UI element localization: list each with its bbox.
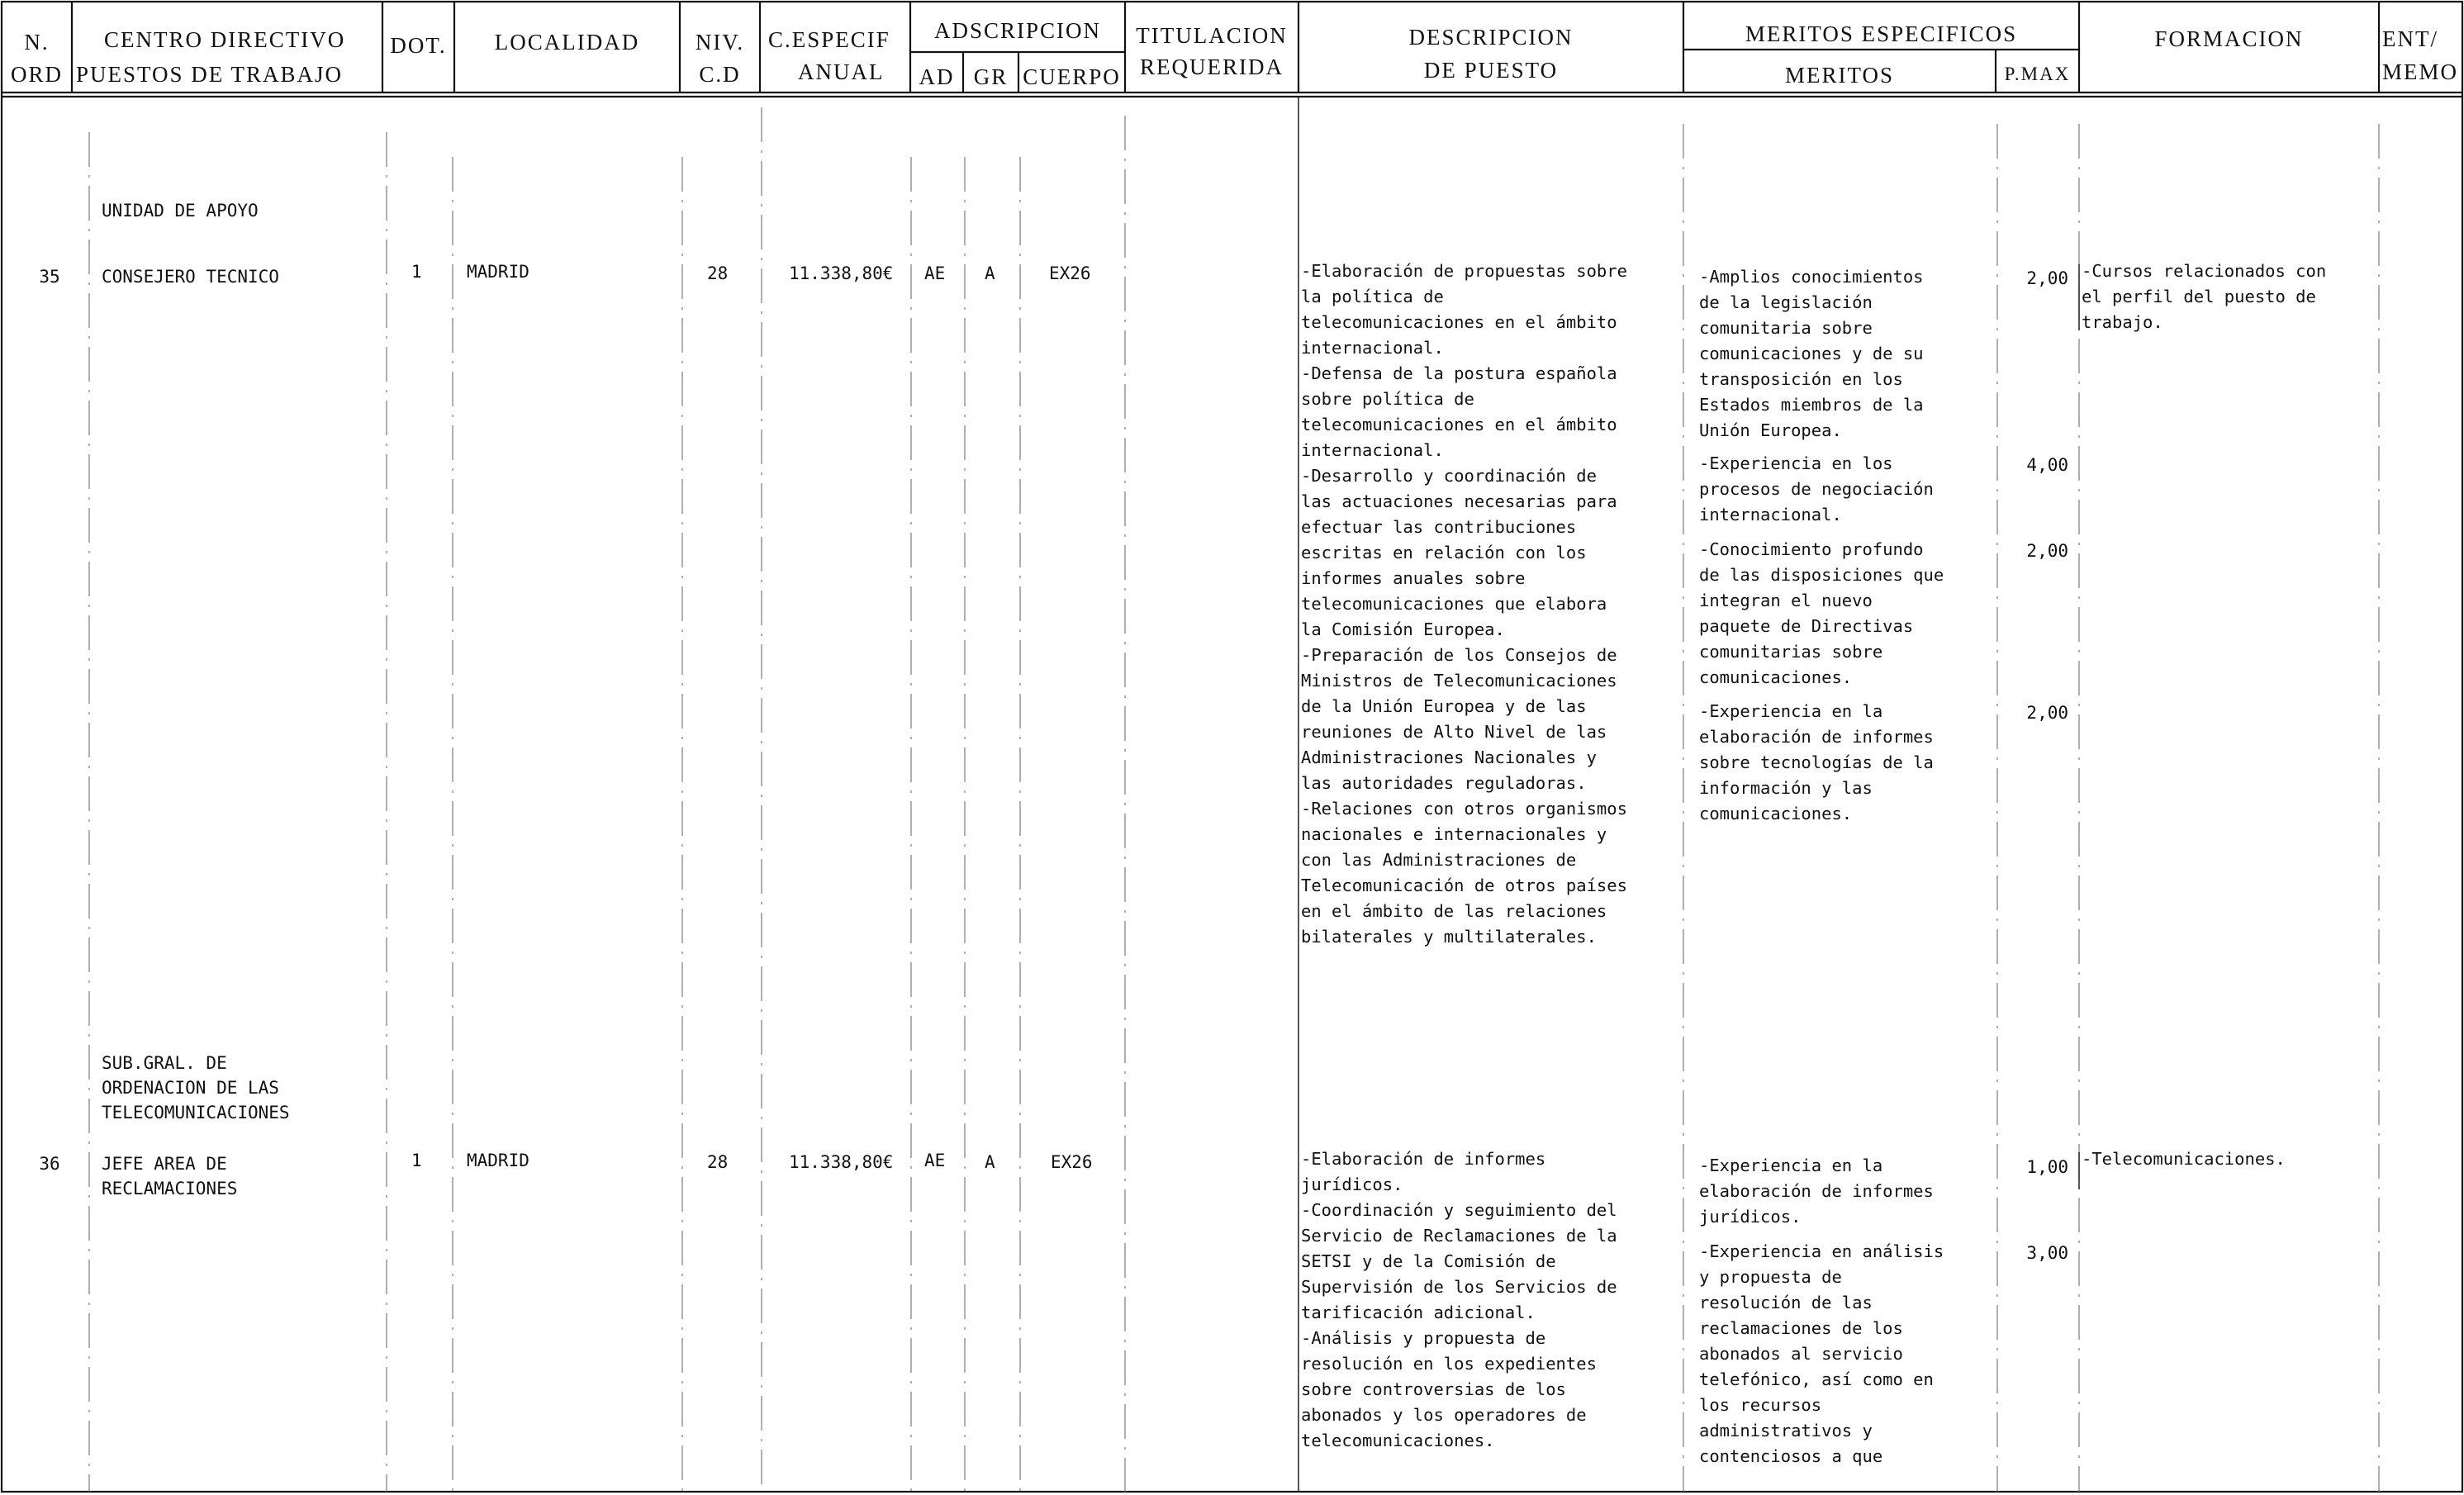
merito-line: de las disposiciones que <box>1699 565 1944 585</box>
descripcion-line: de la Unión Europea y de las <box>1301 696 1587 716</box>
descripcion-line: Administraciones Nacionales y <box>1301 748 1597 767</box>
descripcion-line: internacional. <box>1301 338 1444 358</box>
header-memo: MEMO <box>2382 59 2459 84</box>
descripcion-line: en el ámbito de las relaciones <box>1301 901 1607 921</box>
row-localidad: MADRID <box>467 262 529 282</box>
section-label-line: ORDENACION DE LAS <box>102 1078 279 1098</box>
row-dot: 1 <box>411 262 422 282</box>
descripcion-line: telecomunicaciones que elabora <box>1301 594 1607 614</box>
merito-line: elaboración de informes <box>1699 1181 1934 1201</box>
row-c-especifico: 11.338,80€ <box>789 263 894 283</box>
row-puesto: RECLAMACIONES <box>102 1179 238 1198</box>
row-nivel: 28 <box>707 1152 729 1172</box>
descripcion-line: telecomunicaciones. <box>1301 1431 1495 1450</box>
row-dot: 1 <box>411 1151 422 1170</box>
merito-line: internacional. <box>1699 505 1842 524</box>
row-gr: A <box>985 263 995 283</box>
descripcion-line: reuniones de Alto Nivel de las <box>1301 722 1607 742</box>
descripcion-line: -Relaciones con otros organismos <box>1301 799 1627 819</box>
merito-line: contenciosos a que <box>1699 1446 1883 1466</box>
header-titulacion: TITULACION <box>1136 23 1288 48</box>
header-meritos-especificos: MERITOS ESPECIFICOS <box>1745 21 2018 46</box>
descripcion-line: nacionales e internacionales y <box>1301 824 1607 844</box>
merito-line: comunicaciones. <box>1699 667 1853 687</box>
merito-line: comunicaciones. <box>1699 804 1853 823</box>
row-n-ord: 35 <box>39 267 60 287</box>
descripcion-line: la política de <box>1301 287 1444 306</box>
formacion-line: -Cursos relacionados con <box>2082 261 2327 281</box>
merito-line: transposición en los <box>1699 369 1903 389</box>
row-cuerpo: EX26 <box>1051 1152 1093 1172</box>
descripcion-line: con las Administraciones de <box>1301 850 1577 870</box>
header-ent: ENT/ <box>2382 26 2438 51</box>
merito-line: los recursos <box>1699 1395 1822 1415</box>
formacion-line: -Telecomunicaciones. <box>2082 1149 2286 1169</box>
descripcion-line: tarificación adicional. <box>1301 1303 1536 1322</box>
section-label-line: TELECOMUNICACIONES <box>102 1103 290 1122</box>
header-n-ord-2: ORD <box>10 62 63 87</box>
header-anual: ANUAL <box>798 59 885 84</box>
descripcion-line: -Coordinación y seguimiento del <box>1301 1200 1617 1220</box>
merito-pmax: 2,00 <box>2026 268 2068 288</box>
row-ad: AE <box>924 263 946 283</box>
merito-line: elaboración de informes <box>1699 727 1934 747</box>
descripcion-line: escritas en relación con los <box>1301 543 1587 562</box>
merito-line: -Experiencia en la <box>1699 1156 1883 1175</box>
row-cuerpo: EX26 <box>1049 263 1091 283</box>
merito-line: reclamaciones de los <box>1699 1318 1903 1338</box>
section-label-line: SUB.GRAL. DE <box>102 1053 227 1073</box>
merito-line: abonados al servicio <box>1699 1344 1903 1364</box>
row-nivel: 28 <box>707 263 729 283</box>
merito-pmax: 4,00 <box>2026 455 2068 475</box>
merito-line: comunitarias sobre <box>1699 642 1883 662</box>
merito-line: -Experiencia en la <box>1699 701 1883 721</box>
descripcion-line: informes anuales sobre <box>1301 568 1526 588</box>
merito-line: -Conocimiento profundo <box>1699 539 1924 559</box>
header-n-ord: N. <box>24 30 50 55</box>
row-ad: AE <box>924 1151 946 1170</box>
descripcion-line: resolución en los expedientes <box>1301 1354 1597 1374</box>
descripcion-line: -Defensa de la postura española <box>1301 363 1617 383</box>
merito-line: paquete de Directivas <box>1699 616 1914 636</box>
header-cuerpo: CUERPO <box>1023 64 1121 89</box>
merito-line: Estados miembros de la <box>1699 395 1924 415</box>
row-c-especifico: 11.338,80€ <box>789 1152 894 1172</box>
row-puesto: JEFE AREA DE <box>102 1154 227 1174</box>
descripcion-line: -Desarrollo y coordinación de <box>1301 466 1597 486</box>
merito-line: integran el nuevo <box>1699 591 1873 610</box>
descripcion-line: la Comisión Europea. <box>1301 619 1505 639</box>
merito-line: -Amplios conocimientos <box>1699 267 1924 287</box>
merito-line: de la legislación <box>1699 292 1873 312</box>
descripcion-line: bilaterales y multilaterales. <box>1301 927 1597 947</box>
merito-line: administrativos y <box>1699 1421 1873 1440</box>
descripcion-line: Ministros de Telecomunicaciones <box>1301 671 1617 691</box>
header-adscripcion: ADSCRIPCION <box>933 18 1102 43</box>
merito-line: jurídicos. <box>1699 1207 1802 1227</box>
descripcion-line: telecomunicaciones en el ámbito <box>1301 312 1617 332</box>
merito-pmax: 3,00 <box>2026 1243 2068 1263</box>
header-gr: GR <box>973 64 1009 89</box>
descripcion-line: efectuar las contribuciones <box>1301 517 1577 537</box>
header-dot: DOT. <box>390 33 447 58</box>
merito-line: procesos de negociación <box>1699 479 1934 499</box>
header-c-especif: C.ESPECIF <box>768 27 890 52</box>
descripcion-line: las autoridades reguladoras. <box>1301 773 1587 793</box>
descripcion-line: Servicio de Reclamaciones de la <box>1301 1226 1617 1246</box>
header-formacion: FORMACION <box>2154 26 2304 51</box>
merito-line: y propuesta de <box>1699 1267 1842 1287</box>
header-niv: NIV. <box>695 30 745 55</box>
descripcion-line: telecomunicaciones en el ámbito <box>1301 415 1617 434</box>
section-label: UNIDAD DE APOYO <box>102 201 259 221</box>
descripcion-line: -Análisis y propuesta de <box>1301 1328 1546 1348</box>
merito-line: comunicaciones y de su <box>1699 344 1924 363</box>
row-gr: A <box>985 1152 995 1172</box>
descripcion-line: las actuaciones necesarias para <box>1301 491 1617 511</box>
header-pmax: P.MAX <box>2004 64 2071 84</box>
header-ad: AD <box>919 64 955 89</box>
header-localidad: LOCALIDAD <box>494 30 640 55</box>
merito-line: sobre tecnologías de la <box>1699 752 1934 772</box>
merito-line: telefónico, así como en <box>1699 1369 1934 1389</box>
descripcion-line: -Elaboración de informes <box>1301 1149 1546 1169</box>
merito-pmax: 2,00 <box>2026 703 2068 723</box>
row-puesto: CONSEJERO TECNICO <box>102 267 279 287</box>
header-descripcion: DESCRIPCION <box>1408 25 1574 50</box>
header-centro-directivo: CENTRO DIRECTIVO <box>104 27 346 52</box>
descripcion-line: internacional. <box>1301 440 1444 460</box>
descripcion-line: Supervisión de los Servicios de <box>1301 1277 1617 1297</box>
descripcion-line: SETSI y de la Comisión de <box>1301 1251 1556 1271</box>
header-cd: C.D <box>699 62 741 87</box>
merito-pmax: 1,00 <box>2026 1157 2068 1177</box>
merito-line: información y las <box>1699 778 1873 798</box>
descripcion-line: Telecomunicación de otros países <box>1301 876 1627 895</box>
row-n-ord: 36 <box>39 1154 60 1174</box>
descripcion-line: jurídicos. <box>1301 1175 1403 1194</box>
descripcion-line: sobre política de <box>1301 389 1474 409</box>
merito-pmax: 2,00 <box>2026 541 2068 561</box>
merito-line: Unión Europea. <box>1699 420 1842 440</box>
merito-line: comunitaria sobre <box>1699 318 1873 338</box>
merito-line: -Experiencia en los <box>1699 453 1893 473</box>
header-requerida: REQUERIDA <box>1140 55 1284 79</box>
merito-line: -Experiencia en análisis <box>1699 1241 1944 1261</box>
formacion-line: el perfil del puesto de <box>2082 287 2316 306</box>
descripcion-line: abonados y los operadores de <box>1301 1405 1587 1425</box>
descripcion-line: -Preparación de los Consejos de <box>1301 645 1617 665</box>
formacion-line: trabajo. <box>2082 312 2163 332</box>
merito-line: resolución de las <box>1699 1293 1873 1312</box>
descripcion-line: -Elaboración de propuestas sobre <box>1301 261 1627 281</box>
header-meritos: MERITOS <box>1784 63 1895 88</box>
header-puestos-trabajo: PUESTOS DE TRABAJO <box>76 62 344 87</box>
descripcion-line: sobre controversias de los <box>1301 1379 1566 1399</box>
row-localidad: MADRID <box>467 1151 529 1170</box>
header-de-puesto: DE PUESTO <box>1423 58 1559 83</box>
